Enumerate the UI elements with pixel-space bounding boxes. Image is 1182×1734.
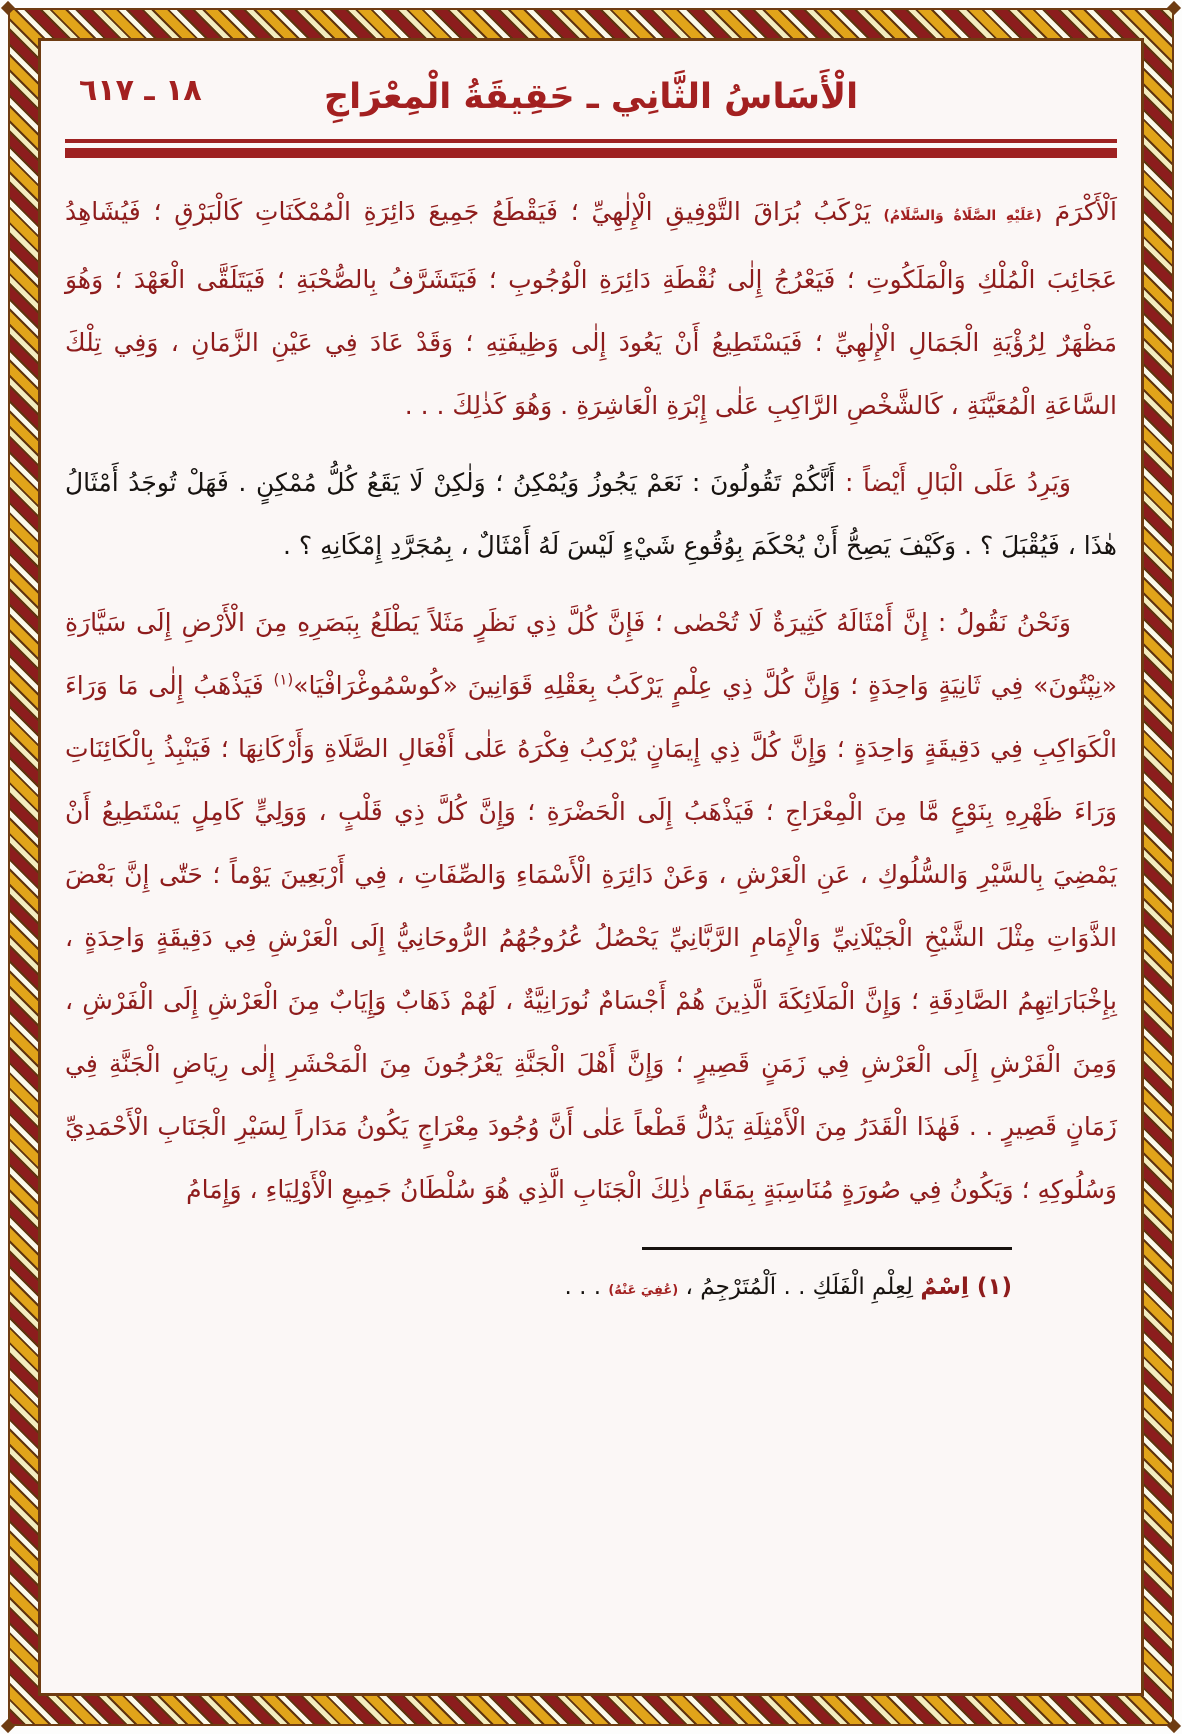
footnote-trailing-dots: . . . <box>564 1274 609 1300</box>
paragraph-1-start: اَلْأَكْرَمَ <box>1041 197 1117 226</box>
honorific-stamp-icon: (عُفِيَ عَنْهُ) <box>608 1283 679 1298</box>
paragraph-3-part1: وَنَحْنُ نَقُولُ : إِنَّ أَمْثَالَهُ كَثِيرَةٌ لَا تُحْصٰى ؛ فَإِنَّ كُلَّ ذِي نَظَرٍ مَثَلاً يَطْلَعُ بِبَصَرِهِ مِنَ الْأَرْضِ إِلَى سَيَّارَةِ «نِپْتُونَ» فِي ثَانِيَةٍ وَاحِدَةٍ ؛ وَإِنَّ كُلَّ ذِي عِلْمٍ يَرْكَبُ بِعَقْلِهِ قَوَانِينَ «كُوسْمُوغْرَافْيَا» <box>65 608 1117 700</box>
footnote <box>65 1264 1012 1314</box>
page-sheet <box>38 38 1144 1696</box>
paragraph-3 <box>65 591 1117 1221</box>
paragraph-2-rest: أَنَّكُمْ تَقُولُونَ : نَعَمْ يَجُوزُ وَيُمْكِنُ ؛ وَلٰكِنْ لَا يَقَعُ كُلُّ مُمْكِنٍ . فَهَلْ تُوجَدُ أَمْثَالُ هٰذَا ، فَيُقْبَلَ ؟ . وَكَيْفَ يَصِحُّ أَنْ يُحْكَمَ بِوُقُوعِ شَيْءٍ لَيْسَ لَهُ أَمْثَالٌ ، بِمُجَرَّدِ إِمْكَانِهِ ؟ . <box>65 468 1117 560</box>
paragraph-3-part2: فَيَذْهَبُ إِلٰى مَا وَرَاءَ الْكَوَاكِبِ فِي دَقِيقَةٍ وَاحِدَةٍ ؛ وَإِنَّ كُلَّ ذِي إِيمَانٍ يُرْكِبُ فِكْرَهُ عَلٰى أَفْعَالِ الصَّلَاةِ وَأَرْكَانِهَا ؛ فَيَنْبِذُ بِالْكَائِنَاتِ وَرَاءَ ظَهْرِهِ بِنَوْعٍ مَّا مِنَ الْمِعْرَاجِ ؛ فَيَذْهَبُ إِلَى الْحَضْرَةِ ؛ وَإِنَّ كُلَّ ذِي قَلْبٍ ، وَوَلِيٍّ كَامِلٍ يَسْتَطِيعُ أَنْ يَمْضِيَ بِالسَّيْرِ وَالسُّلُوكِ ، عَنِ الْعَرْشِ ، وَعَنْ دَائِرَةِ الْأَسْمَاءِ وَالصِّفَاتِ ، فِي أَرْبَعِينَ يَوْماً ؛ حَتّٰى إِنَّ بَعْضَ الذَّوَاتِ مِثْلَ الشَّيْخِ الْجَيْلَانِيِّ وَالْإِمَامِ الرَّبَّانِيِّ يَحْصُلُ عُرُوجُهُمُ الرُّوحَانِيُّ إِلَى الْعَرْشِ فِي دَقِيقَةٍ وَاحِدَةٍ ، بِإِخْبَارَاتِهِمُ الصَّادِقَةِ ؛ وَإِنَّ الْمَلَائِكَةَ الَّذِينَ هُمْ أَجْسَامٌ نُورَانِيَّةٌ ، لَهُمْ ذَهَابٌ وَإِيَابٌ مِنَ الْعَرْشِ إِلَى الْفَرْشِ ، وَمِنَ الْفَرْشِ إِلَى الْعَرْشِ فِي زَمَنٍ قَصِيرٍ ؛ وَإِنَّ أَهْلَ الْجَنَّةِ يَعْرُجُونَ مِنَ الْمَحْشَرِ إِلٰى رِيَاضِ الْجَنَّةِ فِي زَمَانٍ قَصِيرٍ . . فَهٰذَا الْقَدَرُ مِنَ الْأَمْثِلَةِ يَدُلُّ قَطْعاً عَلٰى أَنَّ وُجُودَ مِعْرَاجٍ يَكُونُ مَدَاراً لِسَيْرِ الْجَنَابِ الْأَحْمَدِيِّ وَسُلُوكِهِ ؛ وَيَكُونُ فِي صُورَةٍ مُنَاسِبَةٍ بِمَقَامِ ذٰلِكَ الْجَنَابِ الَّذِي هُوَ سُلْطَانُ جَمِيعِ الْأَوْلِيَاءِ ، وَإِمَامُ <box>65 671 1117 1204</box>
paragraph-2 <box>65 451 1117 577</box>
page-header <box>65 67 1117 129</box>
footnote-reference-marker: (١) <box>273 670 294 689</box>
page-title: الْأَسَاسُ الثَّانِي ـ حَقِيقَةُ الْمِعْرَاجِ <box>323 77 859 117</box>
footnote-separator <box>642 1247 1012 1250</box>
page-number: ١٨ ـ ٦١٧ <box>79 73 202 108</box>
paragraph-2-lead: وَيَرِدُ عَلَى الْبَالِ أَيْضاً : <box>835 468 1071 497</box>
footnote-text: لِعِلْمِ الْفَلَكِ . . اَلْمُتَرْجِمُ ، <box>678 1274 921 1300</box>
paragraph-1-rest: يَرْكَبُ بُرَاقَ التَّوْفِيقِ الْإِلٰهِيِّ ؛ فَيَقْطَعُ جَمِيعَ دَائِرَةِ الْمُمْكَنَاتِ كَالْبَرْقِ ؛ فَيُشَاهِدُ عَجَائِبَ الْمُلْكِ وَالْمَلَكُوتِ ؛ فَيَعْرُجُ إِلٰى نُقْطَةِ دَائِرَةِ الْوُجُوبِ ؛ فَيَتَشَرَّفُ بِالصُّحْبَةِ ؛ فَيَتَلَقَّى الْعَهْدَ ؛ وَهُوَ مَظْهَرٌ لِرُؤْيَةِ الْجَمَالِ الْإِلٰهِيِّ ؛ فَيَسْتَطِيعُ أَنْ يَعُودَ إِلٰى وَظِيفَتِهِ ؛ وَقَدْ عَادَ فِي عَيْنِ الزَّمَانِ ، وَفِي تِلْكَ السَّاعَةِ الْمُعَيَّنَةِ ، كَالشَّخْصِ الرَّاكِبِ عَلٰى إِبْرَةِ الْعَاشِرَةِ . وَهُوَ كَذٰلِكَ . . . <box>65 197 1117 420</box>
header-double-rule <box>65 139 1117 158</box>
paragraph-1 <box>65 180 1117 437</box>
footnote-marker: (١) اِسْمٌ <box>920 1274 1012 1300</box>
honorific-stamp-icon: (عَلَيْهِ الصَّلَاةُ وَالسَّلَامُ) <box>883 208 1042 224</box>
body-text <box>65 180 1117 1221</box>
